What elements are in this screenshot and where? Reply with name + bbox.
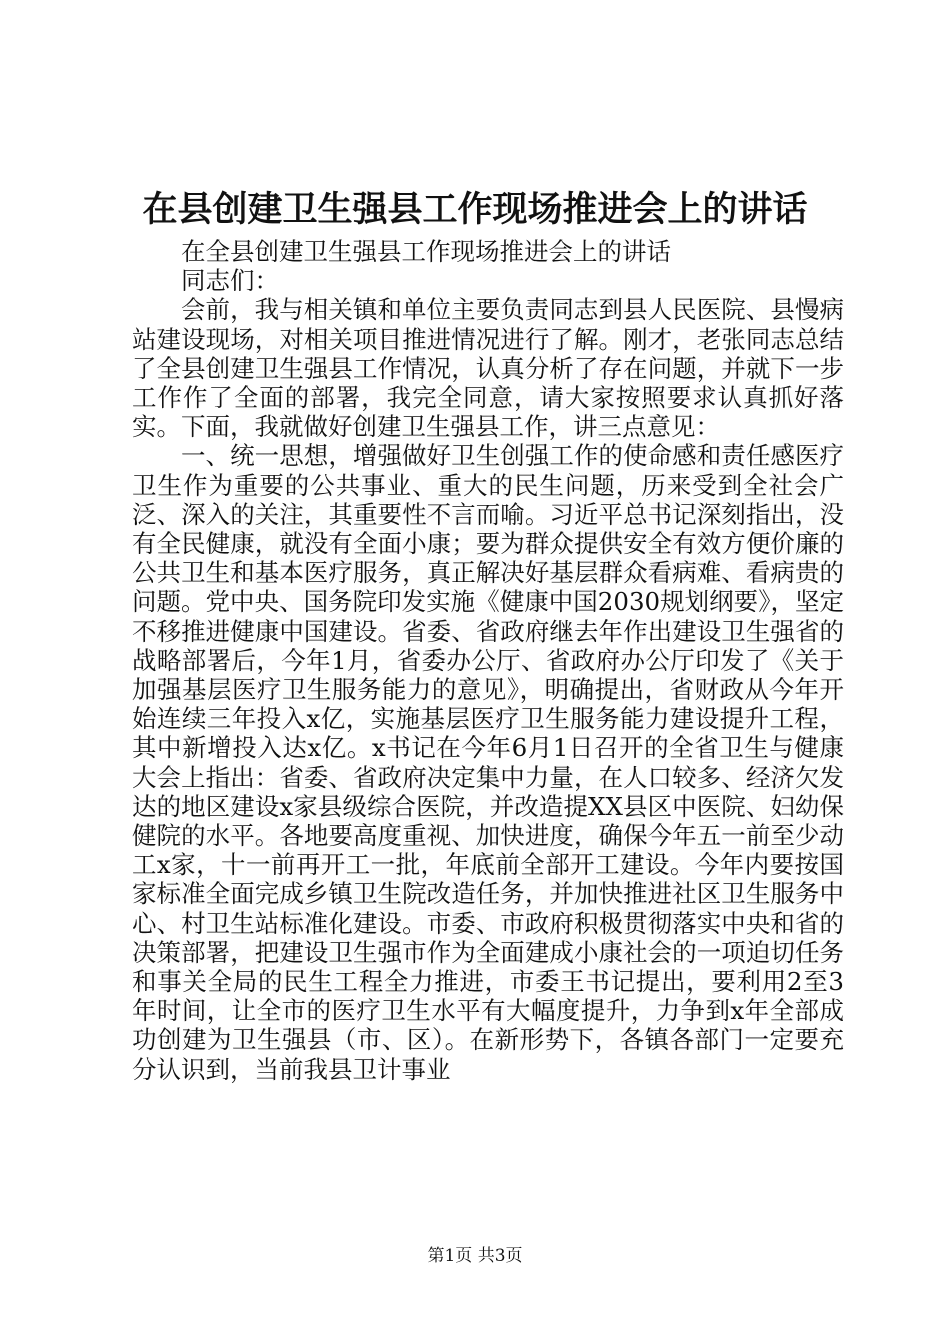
salutation-paragraph: 同志们： xyxy=(181,266,279,296)
document-body xyxy=(132,237,844,1084)
page-number-footer: 第1页 共3页 xyxy=(427,1246,523,1266)
intro-paragraph: 会前，我与相关镇和单位主要负责同志到县人民医院、县慢病站建设现场，对相关项目推进情况进行了解。刚才，老张同志总结了全县创建卫生强县工作情况，认真分析了存在问题，并就下一步工作作了全面的部署，我完全同意，请大家按照要求认真抓好落实。下面，我就做好创建卫生强县工作，讲三点意见： xyxy=(132,295,844,442)
subtitle-paragraph: 在全县创建卫生强县工作现场推进会上的讲话 xyxy=(181,237,671,266)
section-one-paragraph: 一、统一思想，增强做好卫生创强工作的使命感和责任感医疗卫生作为重要的公共事业、重大的民生问题，历来受到全社会广泛、深入的关注，其重要性不言而喻。习近平总书记深刻指出，没有全民健康，就没有全面小康；要为群众提供安全有效方便价廉的公共卫生和基本医疗服务，真正解决好基层群众看病难、看病贵的问题。党中央、国务院印发实施《健康中国2030规划纲要》，坚定不移推进健康中国建设。省委、省政府继去年作出建设卫生强省的战略部署后，今年1月，省委办公厅、省政府办公厅印发了《关于加强基层医疗卫生服务能力的意见》，明确提出，省财政从今年开始连续三年投入x亿，实施基层医疗卫生服务能力建设提升工程，其中新增投入达x亿。x书记在今年6月1日召开的全省卫生与健康大会上指出：省委、省政府决定集中力量，在人口较多、经济欠发达的地区建设x家县级综合医院，并改造提XX县区中医院、妇幼保健院的水平。各地要高度重视、加快进度，确保今年五一前至少动工x家，十一前再开工一批，年底前全部开工建设。今年内要按国家标准全面完成乡镇卫生院改造任务，并加快推进社区卫生服务中心、村卫生站标准化建设。市委、市政府积极贯彻落实中央和省的决策部署，把建设卫生强市作为全面建成小康社会的一项迫切任务和事关全局的民生工程全力推进，市委王书记提出，要利用2至3年时间，让全市的医疗卫生水平有大幅度提升，力争到x年全部成功创建为卫生强县（市、区）。在新形势下，各镇各部门一定要充分认识到，当前我县卫计事业 xyxy=(132,441,844,1084)
document-title: 在县创建卫生强县工作现场推进会上的讲话 xyxy=(142,189,808,230)
